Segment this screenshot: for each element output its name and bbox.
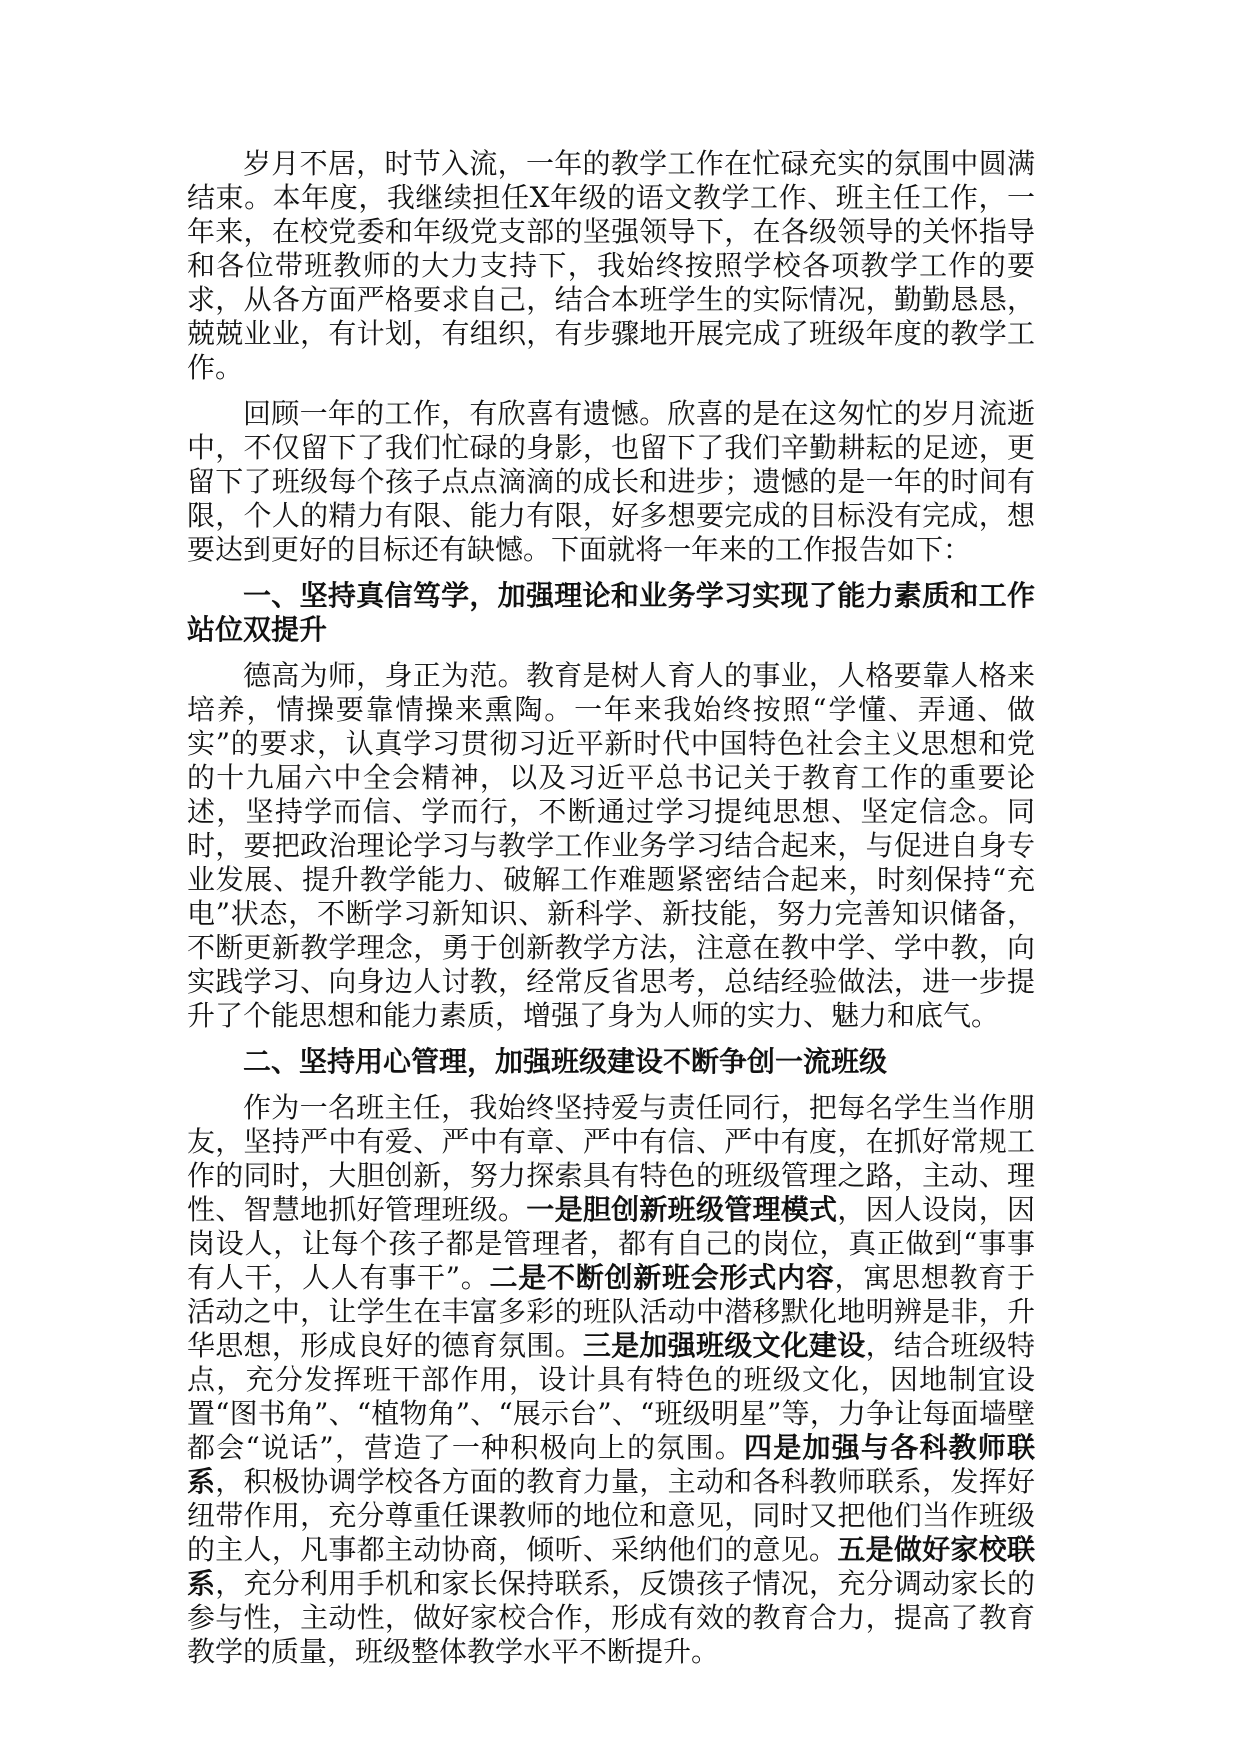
- point-3-bold: 三是加强班级文化建设: [582, 1329, 866, 1362]
- section-heading-2: 二、坚持用心管理，加强班级建设不断争创一流班级: [243, 1045, 888, 1078]
- document-page: [187, 147, 1035, 1681]
- point-2-text: ，寓思想教育于活动之中，让学生在丰富多彩的班队活动中潜移默化地明辨是非，升华思想，形成良好的德育氛围。: [187, 1261, 1035, 1362]
- section-2-intro: 作为一名班主任，我始终坚持爱与责任同行，把每名学生当作朋友，坚持严中有爱、严中有章、严中有信、严中有度，在抓好常规工作的同时，大胆创新，努力探索具有特色的班级管理之路，主动、理性、智慧地抓好管理班级。: [187, 1091, 1035, 1226]
- point-2-bold: 二是不断创新班会形式内容: [489, 1261, 835, 1294]
- point-3-text: ，结合班级特点，充分发挥班干部作用，设计具有特色的班级文化，因地制宜设置“图书角”、“植物角”、“展示台”、“班级明星”等，力争让每面墙壁都会“说话”，营造了一种积极向上的氛围。: [187, 1329, 1035, 1464]
- point-4-text: ，积极协调学校各方面的教育力量，主动和各科教师联系，发挥好纽带作用，充分尊重任课教师的地位和意见，同时又把他们当作班级的主人，凡事都主动协商，倾听、采纳他们的意见。: [187, 1465, 1035, 1566]
- point-1-bold: 一是胆创新班级管理模式: [526, 1193, 838, 1226]
- section-heading-1: 一、坚持真信笃学，加强理论和业务学习实现了能力素质和工作站位双提升: [187, 579, 1035, 646]
- section-1-paragraph: 德高为师，身正为范。教育是树人育人的事业，人格要靠人格来培养，情操要靠情操来熏陶。一年来我始终按照“学懂、弄通、做实”的要求，认真学习贯彻习近平新时代中国特色社会主义思想和党的十九届六中全会精神，以及习近平总书记关于教育工作的重要论述，坚持学而信、学而行，不断通过学习提纯思想、坚定信念。同时，要把政治理论学习与教学工作业务学习结合起来，与促进自身专业发展、提升教学能力、破解工作难题紧密结合起来，时刻保持“充电”状态，不断学习新知识、新科学、新技能，努力完善知识储备，不断更新教学理念，勇于创新教学方法，注意在教中学、学中教，向实践学习、向身边人讨教，经常反省思考，总结经验做法，进一步提升了个能思想和能力素质，增强了身为人师的实力、魅力和底气。: [187, 659, 1035, 1032]
- point-5-bold: 五是做好家校联系: [187, 1533, 1035, 1600]
- review-paragraph: 回顾一年的工作，有欣喜有遗憾。欣喜的是在这匆忙的岁月流逝中，不仅留下了我们忙碌的身影，也留下了我们辛勤耕耘的足迹，更留下了班级每个孩子点点滴滴的成长和进步；遗憾的是一年的时间有限，个人的精力有限、能力有限，好多想要完成的目标没有完成，想要达到更好的目标还有缺憾。下面就将一年来的工作报告如下：: [187, 397, 1035, 566]
- point-5-text: ，充分利用手机和家长保持联系，反馈孩子情况，充分调动家长的参与性，主动性，做好家校合作，形成有效的教育合力，提高了教育教学的质量，班级整体教学水平不断提升。: [187, 1567, 1035, 1668]
- point-4-bold: 四是加强与各科教师联系: [187, 1431, 1035, 1498]
- section-2-paragraph: [187, 1091, 1035, 1669]
- intro-paragraph: 岁月不居，时节入流，一年的教学工作在忙碌充实的氛围中圆满结束。本年度，我继续担任X年级的语文教学工作、班主任工作，一年来，在校党委和年级党支部的坚强领导下，在各级领导的关怀指导和各位带班教师的大力支持下，我始终按照学校各项教学工作的要求，从各方面严格要求自己，结合本班学生的实际情况，勤勤恳恳，兢兢业业，有计划，有组织，有步骤地开展完成了班级年度的教学工作。: [187, 147, 1035, 384]
- point-1-text: ，因人设岗，因岗设人，让每个孩子都是管理者，都有自己的岗位，真正做到“事事有人干，人人有事干”。: [187, 1193, 1035, 1294]
